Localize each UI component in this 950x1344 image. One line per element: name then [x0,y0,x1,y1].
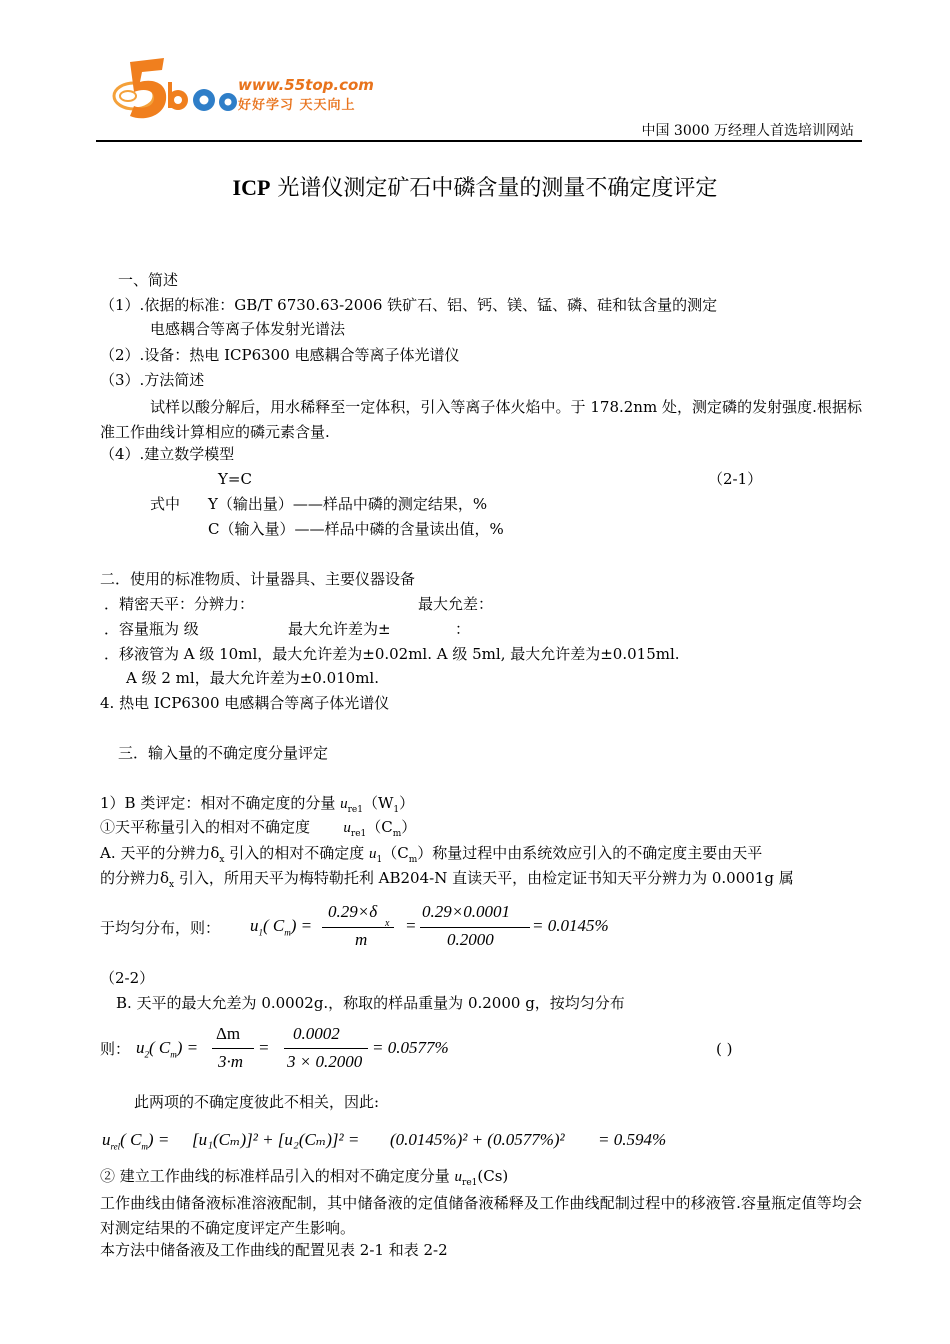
logo-url[interactable]: www.55top.com [238,76,374,94]
site-logo[interactable] [108,52,398,127]
header-divider [96,140,862,142]
text-line: （4）.建立数学模型 [100,445,235,463]
text-line: 4. 热电 ICP6300 电感耦合等离子体光谱仪 [100,694,390,712]
text-line: 此两项的不确定度彼此不相关，因此: [134,1093,380,1111]
text-line: 的分辨力$\delta_x$ 引入，所用天平为梅特勒托利 AB204-N 直读天平，由检定证书知天平分辨力为 0.0001g 属 [100,869,794,890]
text-line: A. 天平的分辨力$\delta_x$ 引入的相对不确定度 $u_1(C_m)$称量过程中由系统效应引入的不确定度主要由天平 [100,844,763,865]
text-line: ．精密天平：分辨力： [104,595,255,613]
text-line: Y（输出量）——样品中磷的测定结果，% [208,495,488,513]
text-line: ．移液管为 A 级 10ml，最大允许差为±0.02ml. A 级 5ml, 最大允许差为±0.015ml. [104,645,680,663]
equation-number: （2-1） [708,470,763,488]
section-heading-2: 二．使用的标准物质、计量器具、主要仪器设备 [100,570,416,588]
text-line: 最大允许差为± [288,620,391,638]
logo-mark-icon [108,52,238,127]
text-line: （2）.设备：热电 ICP6300 电感耦合等离子体光谱仪 [100,346,460,364]
text-line: 式中 [150,495,181,513]
equation-number: （2-2） [100,969,155,987]
model-equation: Y=C [218,470,252,488]
text-line: ．容量瓶为 级 [104,620,199,638]
text-line: 于均匀分布，则： [100,919,221,937]
text-line: A 级 2 ml，最大允许差为±0.010ml. [126,669,380,687]
svg-text:top: top [174,88,176,89]
text-line: 电感耦合等离子体发射光谱法 [150,320,346,338]
text-line: C（输入量）——样品中磷的含量读出值，% [208,520,504,538]
text-line: 最大允差： [418,595,494,613]
section-heading-1: 一、简述 [118,271,179,289]
text-line: B. 天平的最大允差为 0.0002g.，称取的样品重量为 0.2000 g，按均匀分布 [116,994,625,1012]
page-title: ICP 光谱仪测定矿石中磷含量的测量不确定度评定 [232,175,718,201]
method-paragraph: 试样以酸分解后，用水稀释至一定体积，引入等离子体火焰中。于 178.2nm 处，测定磷的发射强度.根据标准工作曲线计算相应的磷元素含量. [100,398,862,441]
working-curve-paragraph: 工作曲线由储备液标准溶液配制，其中储备液的定值储备液稀释及工作曲线配制过程中的移液管.容量瓶定值等均会对测定结果的不确定度评定产生影响。 [100,1194,862,1237]
text-line: （3）.方法简述 [100,371,205,389]
text-line: （1）.依据的标准：GB/T 6730.63-2006 铁矿石、铝、钙、镁、锰、磷、硅和钛含量的测定 [100,296,718,314]
equation-number: ( ) [716,1040,733,1058]
text-line: 1）B 类评定：相对不确定度的分量 $u_{re1}(W_1)$ [100,794,415,815]
text-line: ： [455,620,471,638]
text-line: ①天平称量引入的相对不确定度 $u_{re1}(C_m)$ [100,818,417,839]
logo-slogan: 好好学习 天天向上 [238,98,356,113]
header-tagline: 中国 3000 万经理人首选培训网站 [641,123,854,139]
text-line: 本方法中储备液及工作曲线的配置见表 2-1 和表 2-2 [100,1241,448,1259]
text-line: ② 建立工作曲线的标准样品引入的相对不确定度分量 $u_{re1}(Cs)$ [100,1167,509,1188]
section-heading-3: 三．输入量的不确定度分量评定 [118,744,329,762]
